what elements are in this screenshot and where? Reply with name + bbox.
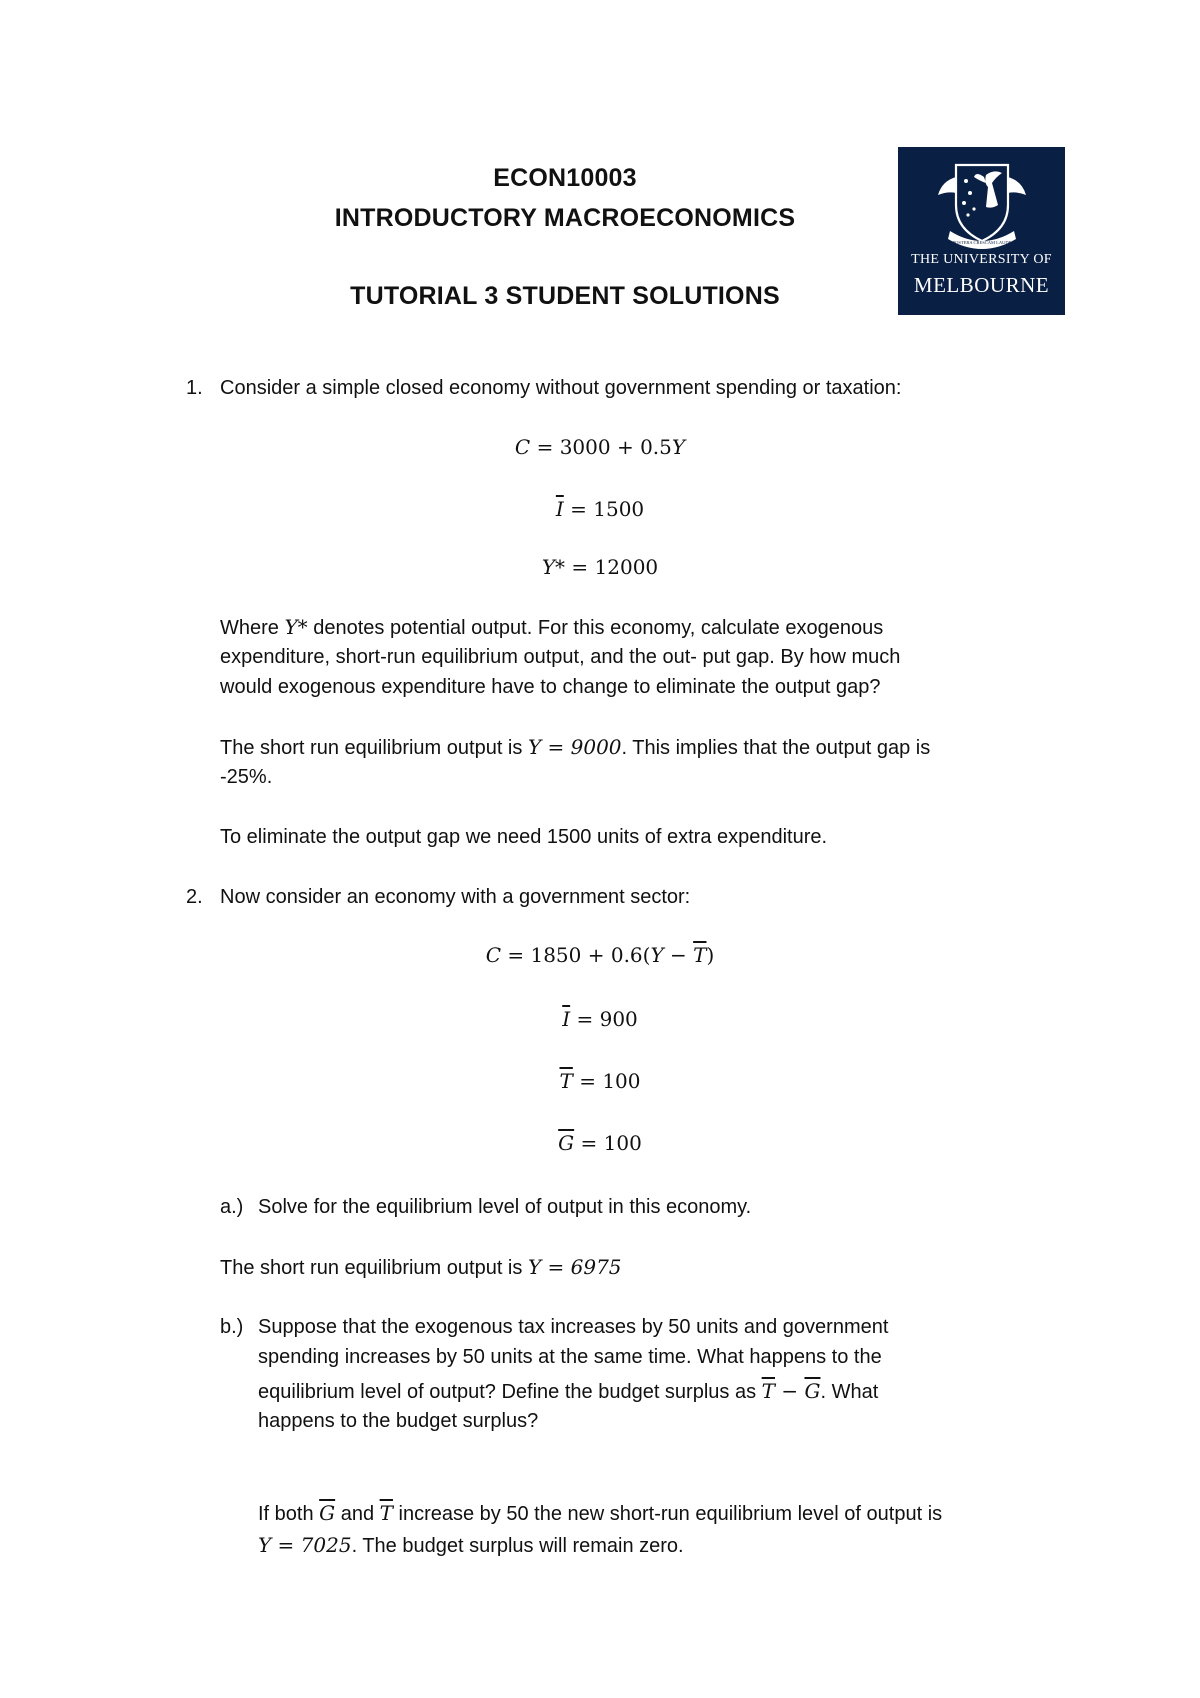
- math-var: Y*: [284, 615, 308, 639]
- text-segment: Where: [220, 617, 285, 639]
- tax-value: = 100: [572, 1069, 641, 1093]
- question-2-number: 2.: [186, 886, 203, 908]
- q1-investment-equation: [0, 494, 1200, 524]
- question-1-number: 1.: [186, 377, 203, 399]
- text-segment: The short run equilibrium output is: [220, 737, 528, 759]
- course-name: INTRODUCTORY MACROECONOMICS: [334, 204, 796, 232]
- tax-bar-var: $\overline{T}$: [379, 1501, 393, 1525]
- investment-bar-var: $\overline{I}$: [562, 1007, 571, 1031]
- logo-text-line1: THE UNIVERSITY OF: [911, 252, 1052, 267]
- q1-answer-gap: To eliminate the output gap we need 1500 units of extra expenditure.: [220, 826, 828, 848]
- text-segment: denotes potential output. For this economy, calculate exogenous: [307, 617, 884, 639]
- logo-motto: POSTERA CRESCAM LAUDE: [952, 240, 1012, 245]
- tax-bar-var: $\overline{T}$: [693, 943, 707, 967]
- math-expression: Y = 6975: [527, 1255, 622, 1279]
- q1-description-line2: expenditure, short-run equilibrium output, and the out- put gap. By how much: [220, 646, 901, 668]
- question-2-prompt: Now consider an economy with a government sector:: [220, 886, 691, 908]
- q1-consumption-equation: 𝐶 = 3000 + 0.5𝑌: [514, 435, 686, 459]
- part-b-label: b.): [220, 1316, 244, 1338]
- q1-answer-line1: [220, 732, 930, 763]
- q1-description-line3: would exogenous expenditure have to change to eliminate the output gap?: [220, 676, 881, 698]
- investment-value: = 1500: [563, 497, 645, 521]
- part-b-line2: spending increases by 50 units at the same time. What happens to the: [258, 1346, 882, 1368]
- investment-bar-var: $\overline{I}$: [555, 497, 564, 521]
- tax-bar-var: $\overline{T}$: [761, 1379, 775, 1403]
- university-logo: [898, 147, 1065, 315]
- document-title: TUTORIAL 3 STUDENT SOLUTIONS: [350, 282, 780, 310]
- part-b-answer-line1: [258, 1498, 942, 1529]
- q2-government-equation: [0, 1128, 1200, 1158]
- math-expression: 𝐶 = 1850 + 0.6(𝑌 −: [485, 943, 694, 967]
- government-bar-var: $\overline{G}$: [319, 1501, 336, 1525]
- text-segment: . The budget surplus will remain zero.: [351, 1535, 684, 1557]
- part-b-line4: happens to the budget surplus?: [258, 1410, 539, 1432]
- logo-text-line2: MELBOURNE: [913, 273, 1050, 297]
- text-segment: and: [335, 1503, 380, 1525]
- q1-description-line1: [220, 612, 883, 643]
- q1-answer-line2: -25%.: [220, 766, 273, 788]
- government-bar-var: $\overline{G}$: [558, 1131, 575, 1155]
- math-expression: Y = 9000: [527, 735, 622, 759]
- part-b-line1: Suppose that the exogenous tax increases by 50 units and government: [258, 1316, 889, 1338]
- title-spacer: [250, 238, 880, 276]
- course-code: ECON10003: [493, 164, 637, 192]
- part-b-answer-line2: [258, 1530, 684, 1561]
- government-bar-var: $\overline{G}$: [804, 1379, 821, 1403]
- q2-consumption-equation: [0, 940, 1200, 970]
- part-a-label: a.): [220, 1196, 244, 1218]
- q2-investment-equation: [0, 1004, 1200, 1034]
- text-segment: increase by 50 the new short-run equilibrium level of output is: [392, 1503, 943, 1525]
- title-block: [250, 158, 880, 316]
- tax-bar-var: $\overline{T}$: [559, 1069, 573, 1093]
- part-b-line3: [258, 1376, 878, 1407]
- math-operator: −: [775, 1379, 805, 1403]
- math-expression: Y = 7025: [258, 1533, 352, 1557]
- q1-potential-output-equation: 𝑌* = 12000: [541, 555, 659, 579]
- text-segment: . What: [820, 1381, 879, 1403]
- text-segment: equilibrium level of output? Define the budget surplus as: [258, 1381, 762, 1403]
- text-segment: If both: [258, 1503, 320, 1525]
- text-segment: . This implies that the output gap is: [621, 737, 931, 759]
- q2-tax-equation: [0, 1066, 1200, 1096]
- part-a-prompt: Solve for the equilibrium level of output in this economy.: [258, 1196, 752, 1218]
- text-segment: The short run equilibrium output is: [220, 1257, 528, 1279]
- government-value: = 100: [574, 1131, 642, 1155]
- investment-value: = 900: [570, 1007, 638, 1031]
- part-a-answer: [220, 1252, 622, 1283]
- question-1-prompt: Consider a simple closed economy without government spending or taxation:: [220, 377, 902, 399]
- math-expression: ): [706, 943, 715, 967]
